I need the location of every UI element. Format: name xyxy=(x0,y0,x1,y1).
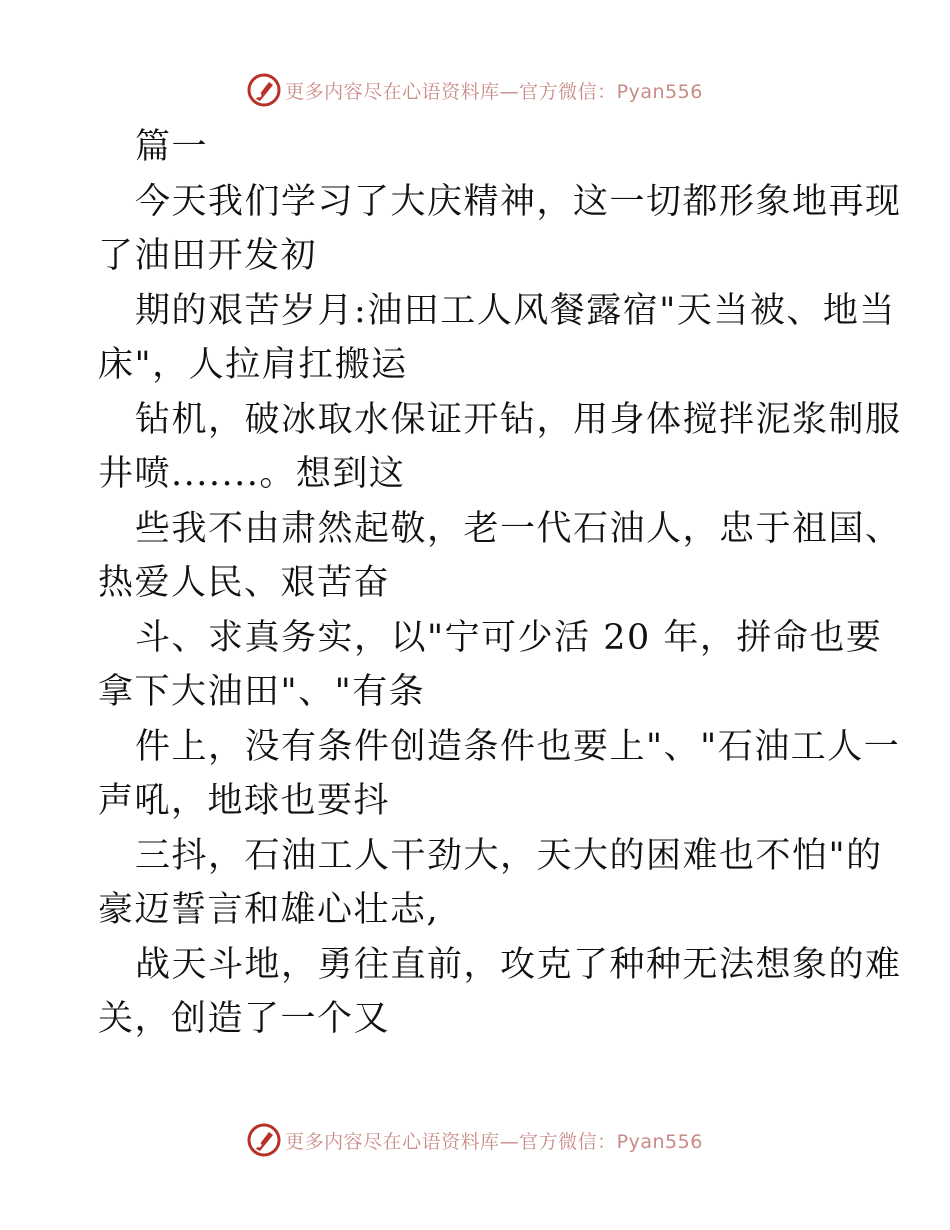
document-line: 斗、求真务实，以"宁可少活 20 年，拼命也要 xyxy=(135,617,883,658)
document-body xyxy=(98,120,902,1047)
pen-logo-icon xyxy=(247,1123,281,1157)
document-line: 井喷.......。想到这 xyxy=(98,454,406,494)
document-line: 床"，人拉肩扛搬运 xyxy=(98,345,408,385)
document-line: 声吼，地球也要抖 xyxy=(98,781,391,821)
footer-watermark xyxy=(0,1120,950,1160)
document-line: 拿下大油田"、"有条 xyxy=(98,672,426,712)
header-watermark xyxy=(0,70,950,110)
document-line: 战天斗地，勇往直前，攻克了种种无法想象的难 xyxy=(135,944,902,985)
document-line: 了油田开发初 xyxy=(98,236,318,276)
document-line: 热爱人民、艰苦奋 xyxy=(98,563,391,603)
document-line: 些我不由肃然起敬，老一代石油人，忠于祖国、 xyxy=(135,508,902,549)
document-line: 今天我们学习了大庆精神，这一切都形象地再现 xyxy=(135,181,902,222)
document-line: 三抖，石油工人干劲大，天大的困难也不怕"的 xyxy=(135,835,883,876)
document-line: 豪迈誓言和雄心壮志, xyxy=(98,890,440,930)
document-line: 钻机，破冰取水保证开钻，用身体搅拌泥浆制服 xyxy=(135,399,902,440)
document-line: 篇一 xyxy=(135,127,209,167)
footer-watermark-text: 更多内容尽在心语资料库—官方微信：Pyan556 xyxy=(285,1130,703,1153)
document-line: 件上，没有条件创造条件也要上"、"石油工人一 xyxy=(135,726,901,767)
header-watermark-text: 更多内容尽在心语资料库—官方微信：Pyan556 xyxy=(285,80,703,103)
pen-logo-icon xyxy=(247,73,281,107)
document-line: 关，创造了一个又 xyxy=(98,999,391,1039)
document-line: 期的艰苦岁月:油田工人风餐露宿"天当被、地当 xyxy=(135,290,896,331)
